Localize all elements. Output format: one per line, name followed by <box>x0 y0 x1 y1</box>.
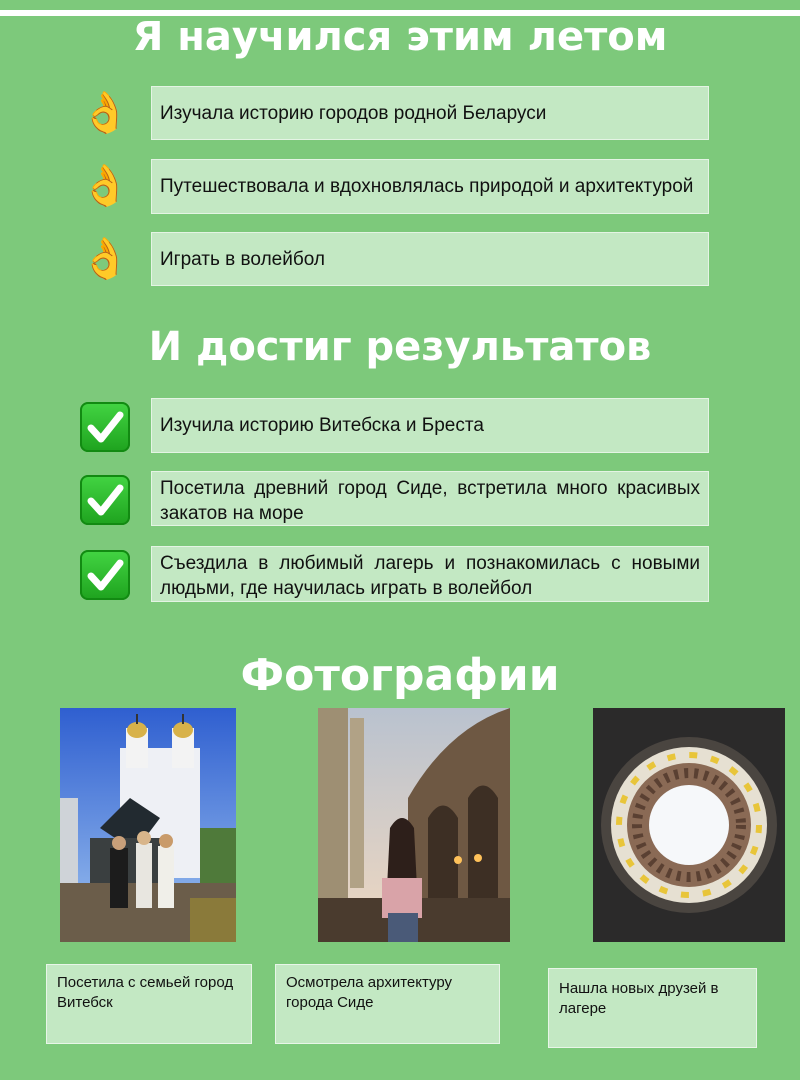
learned-item-3: Играть в волейбол <box>151 232 709 286</box>
caption-vitebsk: Посетила с семьей город Витебск <box>46 964 252 1044</box>
ok-hand-icon: 👌 <box>80 236 130 282</box>
ok-hand-icon: 👌 <box>80 90 130 136</box>
photo-friends <box>593 708 785 942</box>
check-mark-icon <box>78 400 132 454</box>
check-mark-icon <box>78 473 132 527</box>
heading-results: И достиг результатов <box>148 324 652 370</box>
heading-learned: Я научился этим летом <box>132 14 668 60</box>
result-item-2: Посетила древний город Сиде, встретила много красивых закатов на море <box>151 471 709 526</box>
photo-side <box>318 708 510 942</box>
learned-item-1: Изучала историю городов родной Беларуси <box>151 86 709 140</box>
ok-hand-icon: 👌 <box>80 163 130 209</box>
photo-vitebsk <box>60 708 236 942</box>
result-item-3: Съездила в любимый лагерь и познакомилась с новыми людьми, где научилась играть в волейбол <box>151 546 709 602</box>
learned-item-2: Путешествовала и вдохновлялась природой и архитектурой <box>151 159 709 214</box>
caption-friends: Нашла новых друзей в лагере <box>548 968 757 1048</box>
result-item-1: Изучила историю Витебска и Бреста <box>151 398 709 453</box>
caption-side: Осмотрела архитектуру города Сиде <box>275 964 500 1044</box>
check-mark-icon <box>78 548 132 602</box>
heading-photos: Фотографии <box>240 650 560 701</box>
